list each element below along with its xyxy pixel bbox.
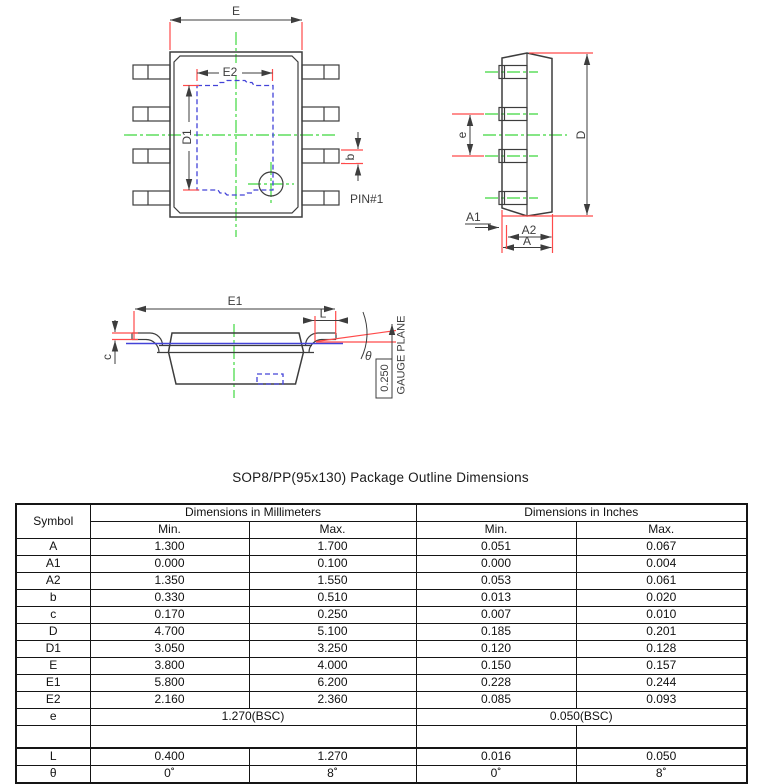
dim-label-E2: E2: [222, 65, 238, 79]
exposed-pad-outline: [197, 81, 273, 196]
dim-label-D1: D1: [180, 129, 194, 145]
cell-in-max: 0.244: [576, 675, 747, 692]
cell-symbol: A1: [16, 556, 90, 573]
cell-in-max: [576, 726, 747, 749]
dim-label-A: A: [522, 234, 532, 248]
table-row: [16, 556, 747, 573]
cell-mm-max: 0.100: [249, 556, 416, 573]
cell-in-min: 0.053: [416, 573, 576, 590]
dim-label-L: L: [319, 306, 327, 321]
dimensions-table: [15, 503, 748, 784]
cell-in-max: 0.067: [576, 539, 747, 556]
cell-mm-max: 4.000: [249, 658, 416, 675]
dim-label-A1: A1: [466, 210, 481, 224]
cell-in-min: 0.150: [416, 658, 576, 675]
cell-in-max: 0.093: [576, 692, 747, 709]
cell-in-max: 0.010: [576, 607, 747, 624]
dim-label-theta: θ: [365, 349, 372, 363]
header-mm-group: Dimensions in Millimeters: [90, 504, 416, 522]
cell-mm-max: 1.270: [249, 748, 416, 766]
cell-mm-max: 8˚: [249, 766, 416, 784]
cell-symbol: c: [16, 607, 90, 624]
header-in-group: Dimensions in Inches: [416, 504, 747, 522]
cell-in-max: 0.201: [576, 624, 747, 641]
header-in-min: Min.: [416, 522, 576, 539]
cell-in-bsc: 0.050(BSC): [416, 709, 747, 726]
cell-mm-min: 3.800: [90, 658, 249, 675]
cell-symbol: [16, 726, 90, 749]
table-row: [16, 590, 747, 607]
cell-symbol: A2: [16, 573, 90, 590]
cell-mm-min: 0.400: [90, 748, 249, 766]
cell-symbol: θ: [16, 766, 90, 784]
left-lead-foot: [132, 333, 163, 353]
header-mm-max: Max.: [249, 522, 416, 539]
page-title: SOP8/PP(95x130) Package Outline Dimensions: [232, 470, 529, 485]
header-mm-min: Min.: [90, 522, 249, 539]
cell-mm-bsc: 1.270(BSC): [90, 709, 416, 726]
dim-label-c: c: [100, 354, 114, 360]
cell-in-max: 0.020: [576, 590, 747, 607]
cell-mm-max: 1.550: [249, 573, 416, 590]
cell-in-min: 0˚: [416, 766, 576, 784]
cell-mm-empty: [90, 726, 416, 749]
cell-mm-max: 1.700: [249, 539, 416, 556]
header-row-minmax: [16, 522, 747, 539]
cell-in-min: 0.007: [416, 607, 576, 624]
cell-in-max: 0.128: [576, 641, 747, 658]
side-view: [452, 53, 593, 253]
cell-in-max: 0.157: [576, 658, 747, 675]
pin1-label: PIN#1: [350, 192, 384, 206]
gauge-value-label: 0.250: [379, 364, 391, 392]
table-row: [16, 607, 747, 624]
table-row: [16, 641, 747, 658]
cell-in-max: 0.004: [576, 556, 747, 573]
cell-in-min: 0.228: [416, 675, 576, 692]
table-row: [16, 539, 747, 556]
dim-label-A2: A2: [521, 223, 537, 237]
exposed-pad-hint: [257, 374, 283, 384]
cell-mm-max: 2.360: [249, 692, 416, 709]
cell-symbol: A: [16, 539, 90, 556]
gauge-plane-label: GAUGE PLANE: [395, 315, 408, 395]
cell-in-min: 0.120: [416, 641, 576, 658]
cell-in-max: 8˚: [576, 766, 747, 784]
dim-label-b: b: [343, 153, 357, 161]
cell-mm-min: 4.700: [90, 624, 249, 641]
cell-in-max: 0.050: [576, 748, 747, 766]
table-row: [16, 766, 747, 784]
cell-mm-min: 0.330: [90, 590, 249, 607]
cell-in-min: 0.051: [416, 539, 576, 556]
dim-label-E1: E1: [227, 294, 243, 308]
cell-symbol: b: [16, 590, 90, 607]
cell-symbol: D: [16, 624, 90, 641]
cell-mm-min: 0.170: [90, 607, 249, 624]
cell-in-max: 0.061: [576, 573, 747, 590]
header-row-groups: [16, 504, 747, 522]
table-row: [16, 658, 747, 675]
cell-symbol: e: [16, 709, 90, 726]
cell-in-min: [416, 726, 576, 749]
table-row: [16, 624, 747, 641]
cell-mm-min: 1.300: [90, 539, 249, 556]
header-in-max: Max.: [576, 522, 747, 539]
table-row-e: [16, 709, 747, 726]
cell-mm-min: 3.050: [90, 641, 249, 658]
table-row: [16, 748, 747, 766]
cell-mm-min: 5.800: [90, 675, 249, 692]
dim-label-E: E: [231, 4, 241, 18]
table-row: [16, 573, 747, 590]
table-row: [16, 692, 747, 709]
table-row: [16, 675, 747, 692]
header-symbol: Symbol: [16, 504, 90, 539]
front-view: [100, 294, 408, 398]
cell-in-min: 0.185: [416, 624, 576, 641]
top-view: [124, 4, 384, 237]
dim-label-D: D: [574, 130, 588, 140]
cell-symbol: D1: [16, 641, 90, 658]
cell-mm-max: 6.200: [249, 675, 416, 692]
cell-mm-max: 0.510: [249, 590, 416, 607]
cell-mm-max: 3.250: [249, 641, 416, 658]
cell-mm-min: 2.160: [90, 692, 249, 709]
cell-symbol: E2: [16, 692, 90, 709]
cell-in-min: 0.016: [416, 748, 576, 766]
right-lead-foot: [306, 333, 337, 353]
cell-mm-min: 0˚: [90, 766, 249, 784]
cell-mm-max: 5.100: [249, 624, 416, 641]
cell-symbol: E1: [16, 675, 90, 692]
cell-in-min: 0.013: [416, 590, 576, 607]
cell-symbol: E: [16, 658, 90, 675]
table-row-empty: [16, 726, 747, 749]
cell-symbol: L: [16, 748, 90, 766]
cell-mm-max: 0.250: [249, 607, 416, 624]
cell-in-min: 0.085: [416, 692, 576, 709]
dim-label-e: e: [455, 131, 469, 139]
cell-in-min: 0.000: [416, 556, 576, 573]
cell-mm-min: 0.000: [90, 556, 249, 573]
cell-mm-min: 1.350: [90, 573, 249, 590]
